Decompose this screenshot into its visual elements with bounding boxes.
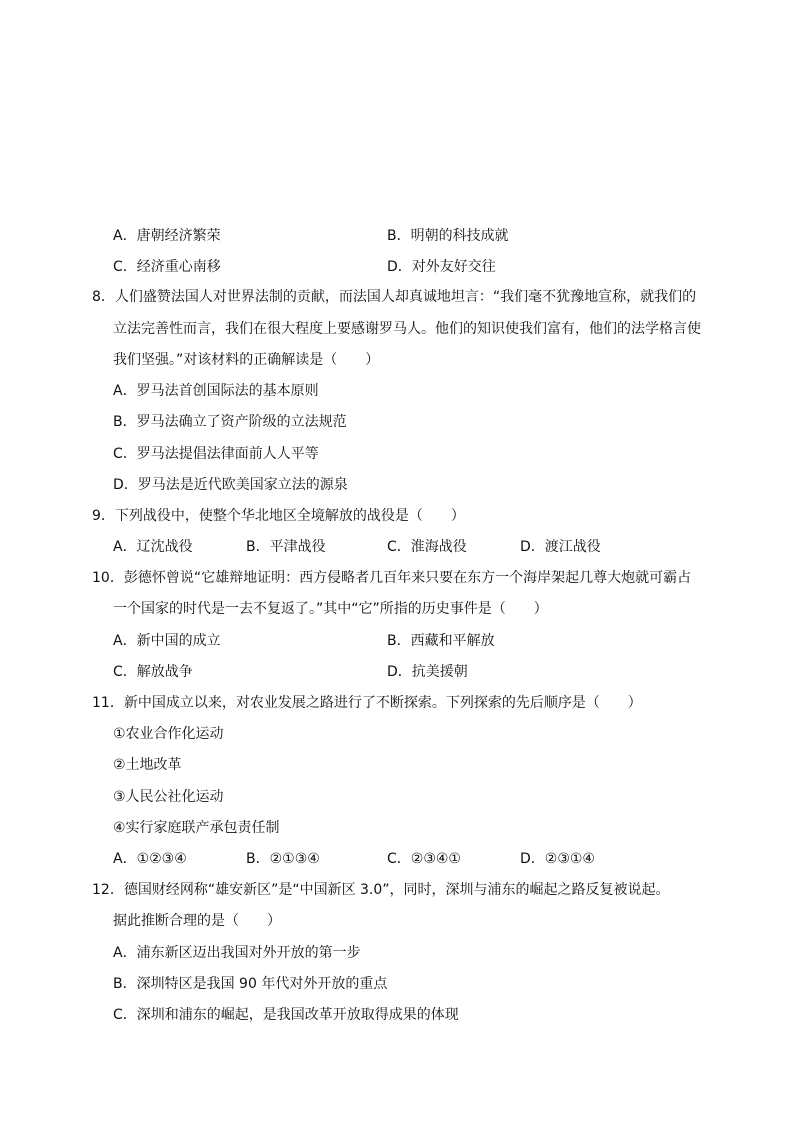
- q9-stem: 9．下列战役中，使整个华北地区全境解放的战役是（ ）: [92, 508, 465, 524]
- q11-item-4: ④实行家庭联产承包责任制: [113, 820, 280, 836]
- q10-option-a: A．新中国的成立: [113, 633, 221, 649]
- q12-stem-line-2: 据此推断合理的是（ ）: [113, 913, 281, 929]
- q8-option-a: A．罗马法首创国际法的基本原则: [113, 383, 319, 399]
- q9-option-b: B．平津战役: [246, 539, 326, 555]
- q12-option-b: B．深圳特区是我国 90 年代对外开放的重点: [113, 976, 388, 992]
- q10-stem-line-1: 10．彭德怀曾说“它雄辩地证明：西方侵略者几百年来只要在东方一个海岸架起几尊大炮就可霸占: [92, 570, 692, 586]
- q11-option-d: D．②③①④: [520, 851, 595, 867]
- q10-stem-line-2: 一个国家的时代是一去不复返了。”其中“它”所指的历史事件是（ ）: [113, 601, 548, 617]
- q11-item-2: ②土地改革: [113, 757, 182, 773]
- q12-stem-line-1: 12．德国财经网称“雄安新区”是“中国新区 3.0”，同时，深圳与浦东的崛起之路反复被说起。: [92, 882, 670, 898]
- q7-option-c: C．经济重心南移: [113, 259, 221, 275]
- q11-option-a: A．①②③④: [113, 851, 187, 867]
- q8-stem-line-1: 8．人们盛赞法国人对世界法制的贡献，而法国人却真诚地坦言：“我们毫不犹豫地宣称，就我们的: [92, 289, 697, 305]
- q10-option-c: C．解放战争: [113, 664, 193, 680]
- q8-option-b: B．罗马法确立了资产阶级的立法规范: [113, 414, 347, 430]
- q10-option-d: D．抗美援朝: [387, 664, 468, 680]
- q7-option-a: A．唐朝经济繁荣: [113, 228, 221, 244]
- q7-option-d: D．对外友好交往: [387, 259, 496, 275]
- q12-option-c: C．深圳和浦东的崛起，是我国改革开放取得成果的体现: [113, 1007, 459, 1023]
- q11-option-c: C．②③④①: [387, 851, 461, 867]
- q7-option-b: B．明朝的科技成就: [387, 228, 509, 244]
- q9-option-c: C．淮海战役: [387, 539, 467, 555]
- q11-item-1: ①农业合作化运动: [113, 726, 224, 742]
- q11-option-b: B．②①③④: [246, 851, 320, 867]
- q9-option-a: A．辽沈战役: [113, 539, 193, 555]
- q8-stem-line-3: 我们坚强。”对该材料的正确解读是（ ）: [113, 352, 380, 368]
- q10-option-b: B．西藏和平解放: [387, 633, 495, 649]
- q11-stem: 11．新中国成立以来，对农业发展之路进行了不断探索。下列探索的先后顺序是（ ）: [92, 695, 642, 711]
- q8-option-c: C．罗马法提倡法律面前人人平等: [113, 446, 319, 462]
- q12-option-a: A．浦东新区迈出我国对外开放的第一步: [113, 945, 361, 961]
- q8-stem-line-2: 立法完善性而言，我们在很大程度上要感谢罗马人。他们的知识使我们富有，他们的法学格言使: [113, 321, 701, 337]
- q9-option-d: D．渡江战役: [520, 539, 601, 555]
- q8-option-d: D．罗马法是近代欧美国家立法的源泉: [113, 477, 348, 493]
- q11-item-3: ③人民公社化运动: [113, 789, 224, 805]
